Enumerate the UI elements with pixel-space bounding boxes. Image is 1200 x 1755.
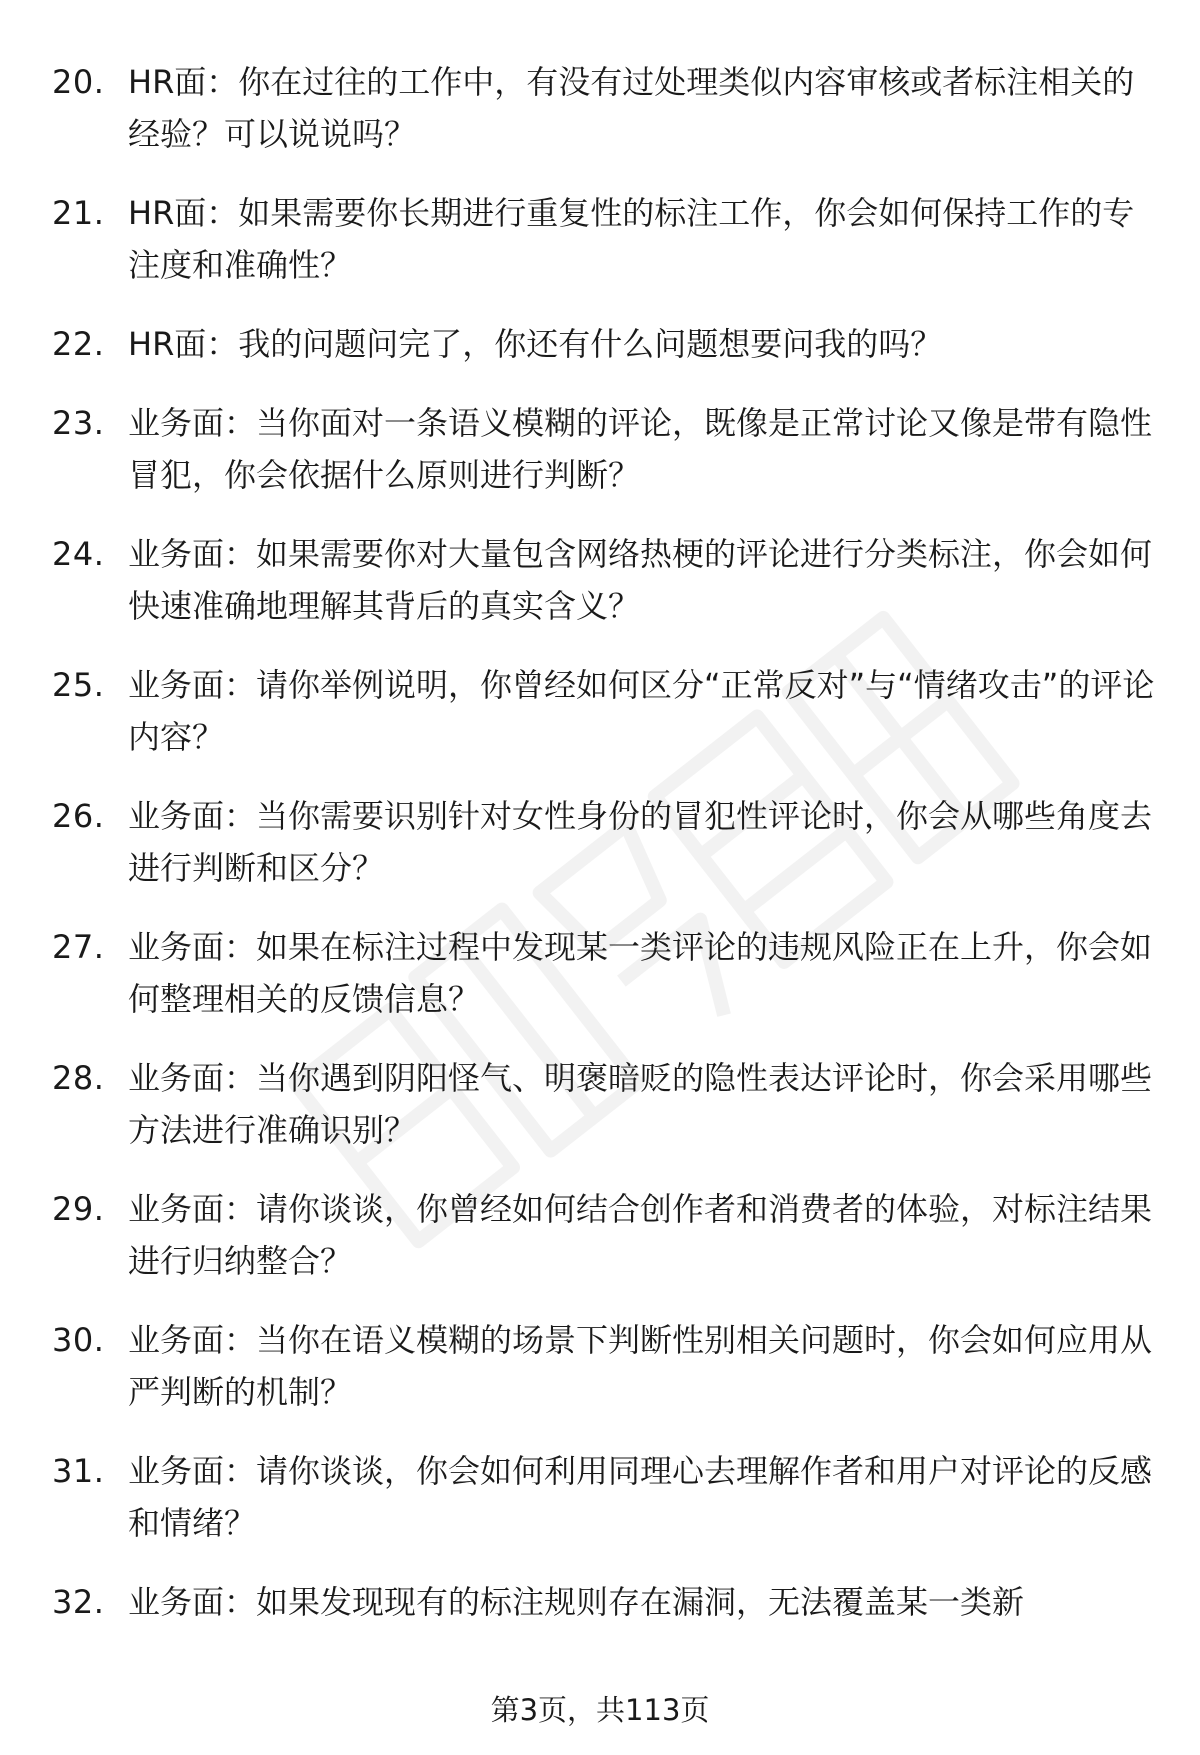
question-item	[0, 1314, 1200, 1445]
question-item	[0, 1576, 1200, 1636]
question-text: 业务面：如果在标注过程中发现某一类评论的违规风险正在上升，你会如何整理相关的反馈信息？	[128, 928, 1153, 1018]
question-text: 业务面：当你需要识别针对女性身份的冒犯性评论时，你会从哪些角度去进行判断和区分？	[128, 797, 1153, 887]
question-text: 业务面：当你在语义模糊的场景下判断性别相关问题时，你会如何应用从严判断的机制？	[128, 1321, 1153, 1411]
question-list	[0, 56, 1200, 1636]
question-text: HR面：如果需要你长期进行重复性的标注工作，你会如何保持工作的专注度和准确性？	[128, 194, 1135, 284]
question-number: 22.	[52, 325, 105, 363]
question-number: 24.	[52, 535, 105, 573]
question-text: 业务面：如果需要你对大量包含网络热梗的评论进行分类标注，你会如何快速准确地理解其背后的真实含义？	[128, 535, 1153, 625]
question-text: 业务面：请你举例说明，你曾经如何区分“正常反对”与“情绪攻击”的评论内容？	[128, 666, 1155, 756]
question-item	[0, 56, 1200, 187]
question-item	[0, 187, 1200, 318]
question-item	[0, 318, 1200, 397]
question-item	[0, 1052, 1200, 1183]
question-number: 21.	[52, 194, 105, 232]
question-number: 28.	[52, 1059, 105, 1097]
question-number: 31.	[52, 1452, 105, 1490]
question-item	[0, 921, 1200, 1052]
question-text: 业务面：请你谈谈，你会如何利用同理心去理解作者和用户对评论的反感和情绪？	[128, 1452, 1153, 1542]
question-number: 23.	[52, 404, 105, 442]
question-item	[0, 1445, 1200, 1576]
question-text: 业务面：请你谈谈，你曾经如何结合创作者和消费者的体验，对标注结果进行归纳整合？	[128, 1190, 1153, 1280]
question-text: 业务面：当你遇到阴阳怪气、明褒暗贬的隐性表达评论时，你会采用哪些方法进行准确识别？	[128, 1059, 1153, 1149]
question-item	[0, 659, 1200, 790]
question-number: 20.	[52, 63, 105, 101]
question-text: HR面：你在过往的工作中，有没有过处理类似内容审核或者标注相关的经验？可以说说吗？	[128, 63, 1135, 153]
page-footer: 第3页，共113页	[490, 1693, 710, 1727]
question-text: HR面：我的问题问完了，你还有什么问题想要问我的吗？	[128, 325, 943, 363]
question-number: 26.	[52, 797, 105, 835]
question-item	[0, 790, 1200, 921]
question-item	[0, 1183, 1200, 1314]
question-number: 29.	[52, 1190, 105, 1228]
question-number: 25.	[52, 666, 105, 704]
question-item	[0, 528, 1200, 659]
question-number: 30.	[52, 1321, 105, 1359]
question-text: 业务面：如果发现现有的标注规则存在漏洞，无法覆盖某一类新	[128, 1583, 1025, 1621]
question-number: 32.	[52, 1583, 105, 1621]
question-text: 业务面：当你面对一条语义模糊的评论，既像是正常讨论又像是带有隐性冒犯，你会依据什么原则进行判断？	[128, 404, 1153, 494]
question-number: 27.	[52, 928, 105, 966]
question-item	[0, 397, 1200, 528]
